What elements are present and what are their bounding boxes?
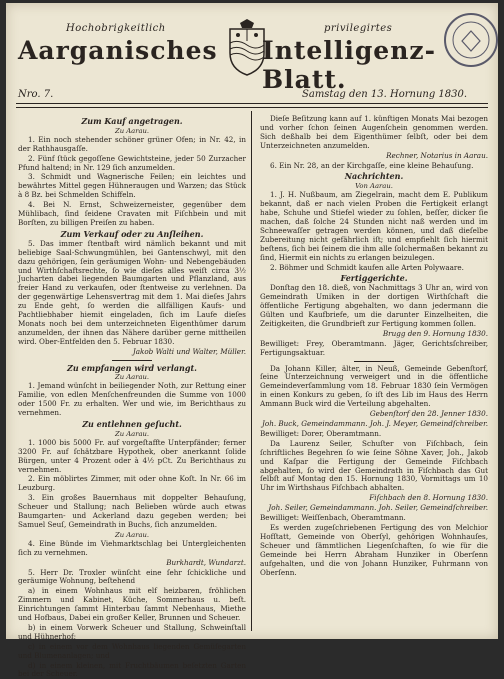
notice: 2. Ein möblirtes Zimmer, mit oder ohne Koſt. In Nr. 66 im Leuzburg. [18,474,246,493]
section-place: Zu Aarau. [114,530,150,539]
notice: b) in einem Vorwerk Scheuer und Stallung, Schweinſtall und Hühnerhof; [18,622,246,641]
notice: 3. Schmidt und Wagnerische Feilen; ein leichtes und bewährtes Mittel gegen Hühneraugen und Warzen; das Stück à 8 Bz. bei Schmelden Schiffeln. [18,172,246,200]
section-title: Zu empfangen wird verlangt. [67,362,197,373]
notice-date: Brugg den 9. Hornung 1830. [382,328,488,338]
section-title: Zum Verkauf oder zu Anſleihen. [60,228,204,239]
coat-of-arms-icon [224,19,270,79]
masthead-left-small: Hochobrigkeitlich [66,23,166,34]
divider [354,361,394,362]
signature: Jakob Walti und Walter, Müller. [132,346,246,356]
notice: a) in einem Wohnhaus mit elf heizbaren, fröhlichen Zimmern und Kabinet, Küche, Sommerhaus u. beſt. Einrichtungen ſammt Hinterbau ſammt Nebenhaus, Miethe und Hofbaus, Dabei ein großer Keller, Brunnen und Scheuer. [18,586,246,623]
signature: Joh. Seiler, Gemeindammann. Joh. Seiler, Gemeindſchreiber. [268,503,488,513]
signature: Joh. Buck, Gemeindammann. Joh. J. Meyer, Gemeindſchreiber. [261,419,488,428]
notice: 1. Ein noch stehender schöner grüner Ofen; in Nr. 42, in der Rathhausgaſſe. [18,134,246,153]
notice: Dieſe Beſitzung kann auf 1. künftigen Monats Mai bezogen und vorher ſchon ſeinen Augenſchein genommen werden. Sich deßhalb bei dem Eigenthümer ſelbſt, oder bei dem Unterzeichneten anzumelden. [260,114,488,150]
section-place: Zu Aarau. [114,126,150,135]
masthead-right-title: Intelligenz-Blatt. [262,36,436,94]
notice: Bewilliget: Weiſſenbach, Oberamtmann. [260,513,406,523]
header-rule-thin [16,107,488,108]
section-place: Von Aarau. [355,182,393,191]
notice: Da Johann Killer, älter, in Neuß, Gemeinde Gebenſtorf, ſeine Unterzeichnung verweigert und in die öffentliche Gemeindeverſammlung vom 18. Februar 1830 ſein Vermögen in einen Konkurs zu geben, ſo iſt des Lib im Haus des Herrn Ammann Buck wird die Verteilung abgehalten. [260,363,488,409]
divider [112,360,152,361]
section-title: Fertiggerichte. [340,273,408,284]
signature: Rechner, Notarius in Aarau. [386,150,488,160]
notice: Donſtag den 18. dieß, von Nachmittags 3 Uhr an, wird von Gemeindrath Umiken in der dortigen Wirthſchaft die öffentliche Fertigung abgehalten, wo dann jedermann die Gülten und Kaufbriefe, um die darunter Einzelheiten, die Zeitigkeiten, die Grundbrieft zur Fertigung kommen ſollen. [260,283,488,328]
masthead-left-title: Aarganisches [18,36,218,65]
notice: 6. Ein Nr. 28, an der Kirchgaſſe, eine kleine Behauſung. [270,160,474,170]
notice: c) in einem vor dem Wohnhaus liegenden Gemüſegarten und Blumenanlagen; und [18,641,246,660]
left-column [18,115,246,679]
notice: 2. Fünf ſtück gegoſſene Gewichtsteine, jeder 50 Zurzacher Pfund haltend; in Nr. 129 ſich anzumelden. [18,153,246,172]
notice: 1. 1000 bis 5000 Fr. auf vorgeſtaffte Unterpfänder; ferner 3200 Fr. auf ſchätzbare Hypothek, ober anerkannt ſolide Bürgen, unter 4 Prozent oder à 4½ pCt. Zu Berichthaus zu vernehmen. [18,437,246,474]
notice: 1. Jemand wünſcht in beiliegender Noth, zur Rettung einer Familie, von edlen Menſchenfreunden die Summe von 1000 oder 1500 Fr. zu erhalten. Wer und wie, im Berichthaus zu vernehmen. [18,381,246,418]
section-place: Zu Aarau. [114,429,150,438]
header-rule [16,103,488,104]
masthead-right-small: privilegirtes [324,23,393,34]
notice: 5. Herr Dr. Troxler wünſcht eine ſehr ſchickliche und geräumige Wohnung, beſtehend [18,567,246,586]
right-column [260,115,488,633]
notice: 4. Eine Bünde im Viehmarktschlag bei Untergleichenten ſich zu vernehmen. [18,538,246,557]
notice-date: Fiſchbach den 8. Hornung 1830. [369,493,488,503]
section-title: Zum Kauf angetragen. [81,116,183,126]
library-stamp-icon [442,11,500,69]
notice: 2. Böhmer und Schmidt kaufen alle Arten Polywaare. [270,262,464,272]
newspaper-page [6,3,498,679]
section-title: Zu entlehnen geſucht. [82,419,182,429]
notice-date: Gebenſtorf den 28. Jenner 1830. [369,409,488,419]
issue-number: Nro. 7. [18,89,54,100]
notice: Bewilliget: Dorer, Oberamtmann. [260,428,382,438]
notice: 3. Ein großes Bauernhaus mit doppelter Behauſung, Scheuer und Stallung; nach Belieben würde auch etwas Baumgarten- und Ackerland dazu gegeben werden; bei Samuel Seuſ, Gemeindrath in Buchs, ſich anzumelden. [18,493,246,529]
column-divider [251,111,252,631]
notice: Es werden zugeſchriebenen Fertigung des von Melchior Hofſtatt, Gemeinde von Oberſyl, gehörigen Wohnhauſes, Scheuer und ſämmtlichen Liegenſchaften, ſo wie für die Gemeinde bei Herrn Abraham Hunziker in Oberſenn aufgehalten, und die von Johann Hunziker, Fuhrmann von Oberſenn. [260,522,488,577]
signature: Burkhardt, Wundarzt. [166,557,246,567]
section-title: Nachrichten. [344,171,404,182]
notice: 5. Das immer ſtentbaft wird nämlich bekannt und mit beliebige Saal-Schwungmühlen, bei Gantenschwyl, mit den dazu gehörigen, ſein geräumigen Wohn- und Nebengebäuden und Wirthſchaftsrechte, ſo wie dieſes alles weiſt circa 3½ Jucharten dabei liegenden Baumgarten und Pflanzland, aus freier Hand zu verkaufen, oder ſtentweise zu verlehnen. Da der gegenwärtige Lehensvertrag mit dem 1. Mai dieſes Jahrs zu Ende geht, ſo werden die allfälligen Kaufs- und Pachtliebhaber hiemit eingeladen, ſich im Laufe dieſes Monats noch bei dem unterzeichneten Eigenthümer darum anzumelden, der ihnen das Nähere darüber gerne mittheilen wird. Ober-Entfelden den 5. Februar 1830. [18,238,246,346]
signature: Bewilliget: Frey, Oberamtmann. Jäger, Gerichtsſchreiber, Fertigungsaktuar. [260,338,488,357]
notice: Da Laurenz Seiler, Schuſter von Fiſchbach, ſein ſchriftliches Begehren ſo wie ſeine Söhne Xaver, Joh., Jakob und Kaſpar die Fertigung der Gemeinde Fiſchbach abgehalten, ſo wird der Gemeindrath in Fiſchbach das Gut ſelbſt auf Montag den 15. Hornung 1830, Vormittags um 10 Uhr im Wirthshaus Fiſchbach abhalten. [260,438,488,493]
notice: d) in einem kleinen, mit Fruchtbäumen beſetzten Garten bei der Scheuer. [18,660,246,679]
section-place: Zu Aarau. [114,373,150,382]
issue-date: Samstag den 13. Hornung 1830. [302,89,468,100]
notice: 1. J. H. Nußbaum, am Ziegelrain, macht dem E. Publikum bekannt, daß er nach vielen Proben die Fertigkeit erlangt habe, Schuhe und Stiefel wieder zu ſohlen, beſſer, dicker ſie machen, daß ſolche 24 Stunden nicht naß werden und im Schneewaſſer getragen werden können, und daß dieſelbe Zubereitung nicht gefährlich iſt; und empfiehlt ſich hiermit beſtens, ſich bei ſeinem die ihm alle ſolchermaßen bekannt zu ſind, Hiermit ein nichts zu erlangen beizulegen. [260,190,488,262]
notice: 4. Bei N. Ernst, Schweizerneister, gegenüber dem Mühlibach, ſind ſeidene Cravaten mit Fiſchbein und mit Borſten, zu billigen Preiſen zu haben. [18,200,246,227]
